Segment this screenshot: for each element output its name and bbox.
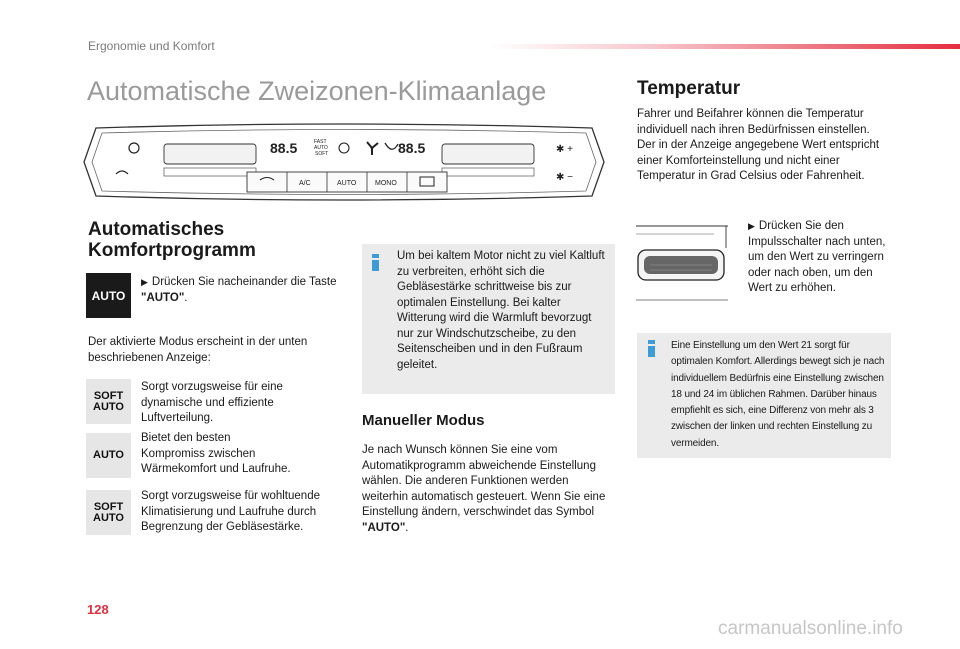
svg-text:✱ +: ✱ + — [556, 144, 573, 155]
header-accent-bar — [490, 44, 960, 49]
temperature-knob-illustration — [636, 220, 736, 302]
display-mode-auto: AUTO — [314, 145, 328, 151]
mode-description-1: Sorgt vorzugsweise für eine dynamische und effiziente Luftverteilung. — [141, 381, 283, 424]
auto-program-heading: Automatisches Komfortprogramm — [88, 219, 256, 261]
display-mode-fast: FAST — [314, 139, 327, 145]
display-mode-soft: SOFT — [315, 151, 329, 157]
temperature-instruction: ▶ Drücken Sie den Impulsschalter nach unten, um den Wert zu verringern oder nach oben, um den Wert zu erhöhen. — [748, 220, 886, 294]
temperature-heading: Temperatur — [637, 78, 741, 99]
auto-instruction: ▶ Drücken Sie nacheinander die Taste "AUTO". — [141, 276, 337, 304]
auto-badge: AUTO — [86, 273, 131, 318]
temperature-text: Fahrer und Beifahrer können die Temperatur individuell nach ihren Bedürfnissen einstellen. Der in der Anzeige angegebene Wert entspricht einer Komforteinstellung und nicht einer Temperatur in Grad Celsius oder Fahrenheit. — [637, 108, 880, 182]
display-temp-left: 88.5 — [270, 140, 298, 156]
page-number: 128 — [87, 602, 109, 617]
manual-mode-text: Je nach Wunsch können Sie eine vom Automatikprogramm abweichende Einstellung wählen. Die anderen Funktionen werden weiterhin automatisch gesteuert. Wenn Sie eine Einstellung ändern, verschwindet das Symbol "AUTO". — [362, 444, 606, 534]
info-cold-text: Um bei kaltem Motor nicht zu viel Kaltluft zu verbreiten, erhöht sich die Gebläsestärke schrittweise bis zur optimalen Einstellung. Bei kalter Witterung wird die Warmluft bevorzugt nur zur Windschutzscheibe, zu den Seitenscheiben und in den Fußraum geleitet. — [397, 250, 605, 371]
info-icon-temperature — [648, 340, 655, 357]
climate-panel-illustration — [82, 122, 606, 202]
mode-description-2: Bietet den besten Kompromiss zwischen Wärmekomfort und Laufruhe. — [141, 432, 291, 475]
panel-button-row — [247, 172, 447, 192]
info-box-cold-engine — [362, 244, 615, 394]
section-title: Ergonomie und Komfort — [88, 39, 215, 53]
info-icon — [372, 254, 379, 271]
svg-text:✱ −: ✱ − — [556, 172, 573, 183]
auto-badge-2: AUTO — [86, 433, 131, 478]
page-title: Automatische Zweizonen-Klimaanlage — [87, 76, 547, 106]
display-intro-text: Der aktivierte Modus erscheint in der unten beschriebenen Anzeige: — [88, 336, 308, 364]
soft-auto-badge-3: SOFT AUTO — [86, 490, 131, 535]
display-temp-right: 88.5 — [398, 140, 426, 156]
panel-mono-button: MONO — [375, 180, 397, 187]
soft-auto-badge-1: SOFT AUTO — [86, 379, 131, 424]
watermark: carmanualsonline.info — [718, 618, 903, 639]
manual-mode-heading: Manueller Modus — [362, 412, 485, 429]
mode-description-3: Sorgt vorzugsweise für wohltuende Klimatisierung und Laufruhe durch Begrenzung der Gebläsestärke. — [141, 490, 320, 533]
info-temperature-text: Eine Einstellung um den Wert 21 sorgt für optimalen Komfort. Allerdings bewegt sich je nach individuellem Bedürfnis eine Einstellung zwischen 18 und 24 im üblichen Rahmen. Darüber hinaus empfiehlt es sich, eine Differenz von mehr als 3 zwischen der linken und rechten Einstellung zu vermeiden. — [671, 340, 885, 449]
panel-ac-button: A/C — [299, 180, 311, 187]
panel-auto-button: AUTO — [337, 180, 357, 187]
info-box-temperature — [637, 333, 891, 458]
